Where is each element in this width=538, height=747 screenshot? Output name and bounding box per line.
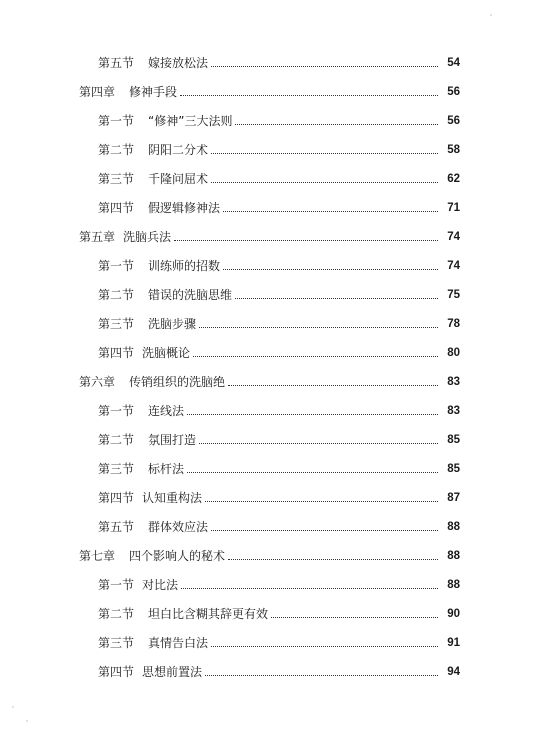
entry-title: 氛围打造	[148, 433, 197, 447]
dot-leader	[187, 471, 438, 473]
entry-page-number: 91	[447, 637, 460, 649]
toc-entry	[98, 253, 460, 273]
entry-title: 洗脑概论	[142, 346, 191, 360]
dot-leader	[199, 326, 438, 328]
entry-page-number: 83	[447, 376, 460, 388]
toc-entry	[98, 311, 460, 331]
toc-entry	[98, 195, 460, 215]
dot-leader	[180, 94, 438, 96]
entry-title: “修神”三大法则	[148, 114, 233, 128]
entry-number: 第一节	[98, 578, 135, 592]
entry-title: 传销组织的洗脑绝	[129, 375, 226, 389]
scan-speck	[26, 720, 28, 722]
toc-entry	[79, 79, 460, 99]
entry-number: 第一节	[98, 404, 135, 418]
toc-entry	[98, 572, 460, 592]
entry-title: 四个影响人的秘术	[129, 549, 226, 563]
entry-number: 第四节	[98, 201, 135, 215]
entry-number: 第五章	[79, 230, 116, 244]
toc-entry	[79, 543, 460, 563]
dot-leader	[235, 123, 438, 125]
entry-page-number: 80	[447, 347, 460, 359]
entry-page-number: 85	[447, 463, 460, 475]
entry-page-number: 87	[447, 492, 460, 504]
dot-leader	[211, 529, 438, 531]
entry-page-number: 88	[447, 521, 460, 533]
entry-number: 第六章	[79, 375, 116, 389]
entry-title: 群体效应法	[148, 520, 209, 534]
toc-entry	[98, 50, 460, 70]
scan-speck	[12, 706, 14, 708]
toc-entry	[98, 601, 460, 621]
toc-entry	[98, 108, 460, 128]
entry-number: 第二节	[98, 143, 135, 157]
dot-leader	[211, 181, 438, 183]
toc-entry	[98, 485, 460, 505]
entry-title: 洗脑兵法	[123, 230, 172, 244]
entry-title: 真情告白法	[148, 636, 209, 650]
dot-leader	[174, 239, 438, 241]
entry-page-number: 83	[447, 405, 460, 417]
entry-page-number: 56	[447, 86, 460, 98]
entry-title: 对比法	[142, 578, 179, 592]
scan-speck	[490, 14, 492, 16]
entry-title: 嫁接放松法	[148, 56, 209, 70]
toc-entry	[98, 166, 460, 186]
entry-page-number: 85	[447, 434, 460, 446]
entry-title: 标杆法	[148, 462, 185, 476]
entry-title: 假逻辑修神法	[148, 201, 221, 215]
dot-leader	[228, 384, 438, 386]
dot-leader	[193, 355, 438, 357]
entry-number: 第二节	[98, 288, 135, 302]
toc-entry	[98, 340, 460, 360]
entry-number: 第三节	[98, 462, 135, 476]
entry-page-number: 88	[447, 579, 460, 591]
entry-title: 修神手段	[129, 85, 178, 99]
toc-entry	[79, 369, 460, 389]
entry-page-number: 74	[447, 260, 460, 272]
toc-entry	[98, 514, 460, 534]
dot-leader	[205, 500, 438, 502]
entry-number: 第三节	[98, 636, 135, 650]
dot-leader	[181, 587, 438, 589]
entry-title: 阴阳二分术	[148, 143, 209, 157]
entry-page-number: 74	[447, 231, 460, 243]
entry-page-number: 62	[447, 173, 460, 185]
entry-number: 第二节	[98, 607, 135, 621]
toc-entry	[98, 398, 460, 418]
entry-title: 错误的洗脑思维	[148, 288, 233, 302]
entry-title: 思想前置法	[142, 665, 203, 679]
entry-number: 第五节	[98, 520, 135, 534]
toc-entry	[98, 137, 460, 157]
entry-number: 第二节	[98, 433, 135, 447]
dot-leader	[199, 442, 438, 444]
entry-number: 第三节	[98, 172, 135, 186]
entry-page-number: 58	[447, 144, 460, 156]
entry-page-number: 90	[447, 608, 460, 620]
entry-number: 第七章	[79, 549, 116, 563]
entry-page-number: 78	[447, 318, 460, 330]
entry-number: 第一节	[98, 114, 135, 128]
entry-page-number: 54	[447, 57, 460, 69]
entry-number: 第三节	[98, 317, 135, 331]
entry-title: 训练师的招数	[148, 259, 221, 273]
entry-page-number: 56	[447, 115, 460, 127]
dot-leader	[211, 65, 438, 67]
entry-title: 连线法	[148, 404, 185, 418]
entry-page-number: 71	[447, 202, 460, 214]
entry-number: 第四节	[98, 491, 135, 505]
entry-number: 第一节	[98, 259, 135, 273]
dot-leader	[211, 645, 438, 647]
dot-leader	[271, 616, 438, 618]
entry-page-number: 88	[447, 550, 460, 562]
dot-leader	[223, 210, 438, 212]
entry-title: 洗脑步骤	[148, 317, 197, 331]
dot-leader	[205, 674, 438, 676]
entry-title: 认知重构法	[142, 491, 203, 505]
dot-leader	[211, 152, 438, 154]
dot-leader	[187, 413, 438, 415]
entry-number: 第五节	[98, 56, 135, 70]
entry-number: 第四节	[98, 346, 135, 360]
entry-number: 第四章	[79, 85, 116, 99]
toc-entry	[98, 282, 460, 302]
dot-leader	[223, 268, 438, 270]
toc-entry	[98, 659, 460, 679]
entry-page-number: 94	[447, 666, 460, 678]
toc-entry	[79, 224, 460, 244]
toc-entry	[98, 427, 460, 447]
entry-number: 第四节	[98, 665, 135, 679]
toc-entry	[98, 630, 460, 650]
toc-entry	[98, 456, 460, 476]
dot-leader	[228, 558, 438, 560]
entry-page-number: 75	[447, 289, 460, 301]
entry-title: 千隆问屈术	[148, 172, 209, 186]
entry-title: 坦白比含糊其辞更有效	[148, 607, 269, 621]
dot-leader	[235, 297, 438, 299]
